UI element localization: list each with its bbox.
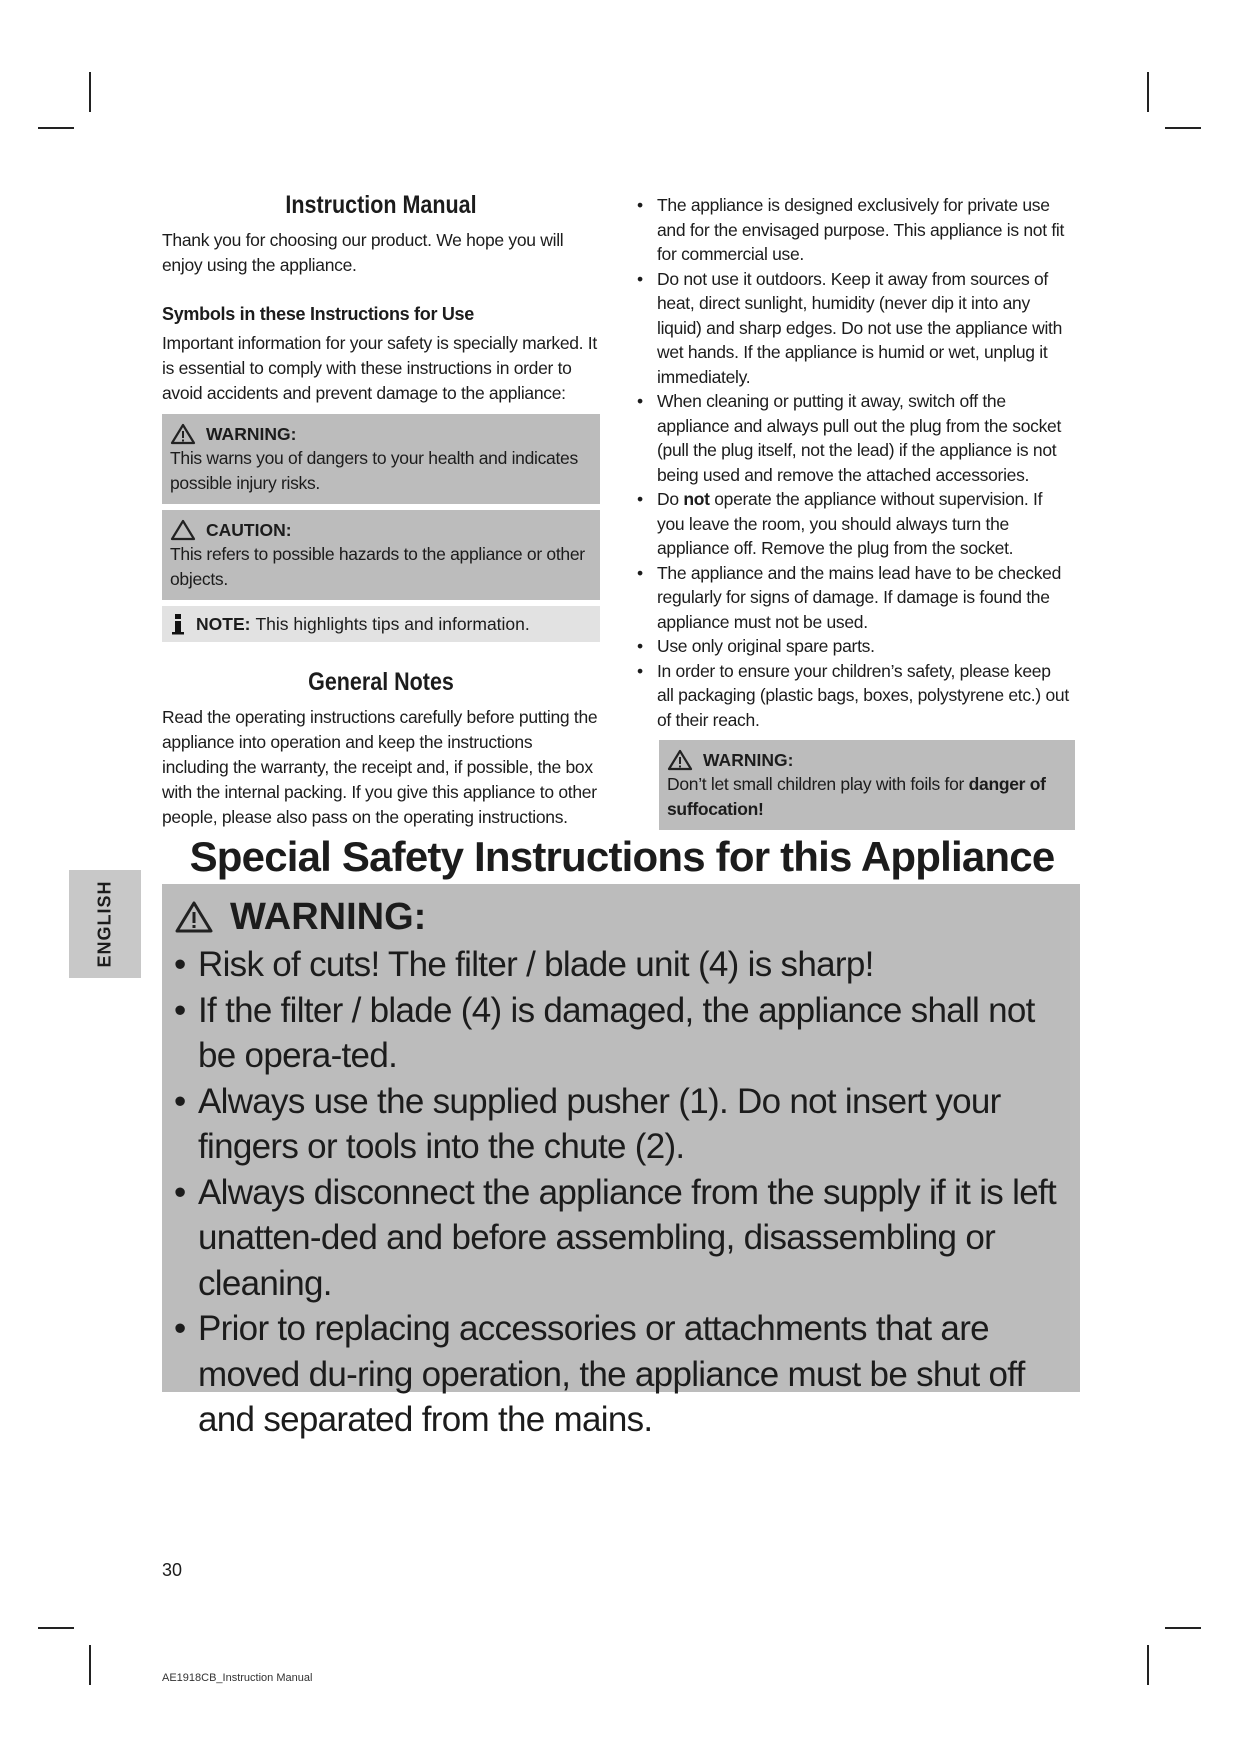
language-tab (69, 870, 141, 978)
language-tab-label: ENGLISH (94, 880, 115, 968)
general-notes-text: Read the operating instructions carefully before putting the appliance into operation and keep the instructions including the warranty, the receipt and, if possible, the box with the internal packing. If you give this appliance to other people, please also pass on the operating instructions. (162, 707, 598, 827)
note-box (162, 606, 600, 642)
caution-box (162, 510, 600, 600)
general-notes-title: General Notes (308, 668, 454, 696)
suffocation-warning-text: Don’t let small children play with foils for danger of suffocation! (667, 774, 1046, 819)
warning-triangle-icon (174, 900, 214, 934)
list-item: • If the filter / blade (4) is damaged, the appliance shall not be opera-ted. (170, 988, 1072, 1079)
note-label: NOTE: (196, 614, 251, 634)
list-item: • Always disconnect the appliance from the supply if it is left unatten-ded and before assembling, disassembling or cleaning. (170, 1170, 1072, 1307)
crop-mark (89, 72, 91, 112)
warning-triangle-icon (170, 423, 196, 445)
symbols-text: Important information for your safety is specially marked. It is essential to comply with these instructions in order to avoid accidents and prevent damage to the appliance: (162, 333, 597, 403)
list-item: • Always use the supplied pusher (1). Do not insert your fingers or tools into the chute (2). (170, 1079, 1072, 1170)
list-item: • In order to ensure your children’s safety, please keep all packaging (plastic bags, boxes, polystyrene etc.) out of their reach. (637, 659, 1069, 733)
intro-text: Thank you for choosing our product. We hope you will enjoy using the appliance. (162, 230, 564, 275)
instruction-manual-title: Instruction Manual (285, 191, 477, 219)
footer-text: AE1918CB_Instruction Manual (162, 1672, 313, 1684)
crop-mark (89, 1645, 91, 1685)
crop-mark (1147, 1645, 1149, 1685)
right-column (637, 193, 1069, 830)
left-column (162, 191, 600, 830)
warning-text: This warns you of dangers to your health and indicates possible injury risks. (170, 448, 578, 493)
list-item: • Do not use it outdoors. Keep it away from sources of heat, direct sunlight, humidity (never dip it into any liquid) and sharp edges. Do not use the appliance with wet hands. If the appliance is humid or wet, unplug it immediately. (637, 267, 1069, 390)
warning-label: WARNING: (703, 750, 794, 770)
warning-box (162, 414, 600, 504)
caution-triangle-icon (170, 519, 196, 541)
list-item: • The appliance is designed exclusively for private use and for the envisaged purpose. This appliance is not fit for commercial use. (637, 193, 1069, 267)
list-item: • Do not operate the appliance without supervision. If you leave the room, you should always turn the appliance off. Remove the plug from the socket. (637, 487, 1069, 561)
list-item: • Use only original spare parts. (637, 634, 1069, 659)
crop-mark (1165, 1627, 1201, 1629)
list-item: • When cleaning or putting it away, switch off the appliance and always pull out the plug from the socket (pull the plug itself, not the lead) if the appliance is not being used and remove the attached accessories. (637, 389, 1069, 487)
safety-bullet-list (637, 193, 1069, 732)
warning-triangle-icon (667, 749, 693, 771)
special-warning-label: WARNING: (230, 896, 427, 938)
children-warning-box (659, 740, 1075, 830)
info-icon (170, 613, 186, 635)
special-warning-list (170, 942, 1072, 1443)
list-item: • Risk of cuts! The filter / blade unit (4) is sharp! (170, 942, 1072, 988)
special-safety-title: Special Safety Instructions for this Appliance (189, 833, 1055, 880)
crop-mark (1165, 127, 1201, 129)
crop-mark (38, 1627, 74, 1629)
list-item: • Prior to replacing accessories or attachments that are moved du-ring operation, the appliance must be shut off and separated from the mains. (170, 1306, 1072, 1443)
crop-mark (38, 127, 74, 129)
symbols-heading: Symbols in these Instructions for Use (162, 304, 474, 324)
caution-text: This refers to possible hazards to the appliance or other objects. (170, 544, 585, 589)
caution-label: CAUTION: (206, 520, 292, 540)
note-text: This highlights tips and information. (255, 614, 530, 634)
warning-label: WARNING: (206, 424, 297, 444)
crop-mark (1147, 72, 1149, 112)
special-warning-box (162, 884, 1080, 1439)
page-number: 30 (162, 1560, 183, 1580)
list-item: • The appliance and the mains lead have to be checked regularly for signs of damage. If damage is found the appliance must not be used. (637, 561, 1069, 635)
